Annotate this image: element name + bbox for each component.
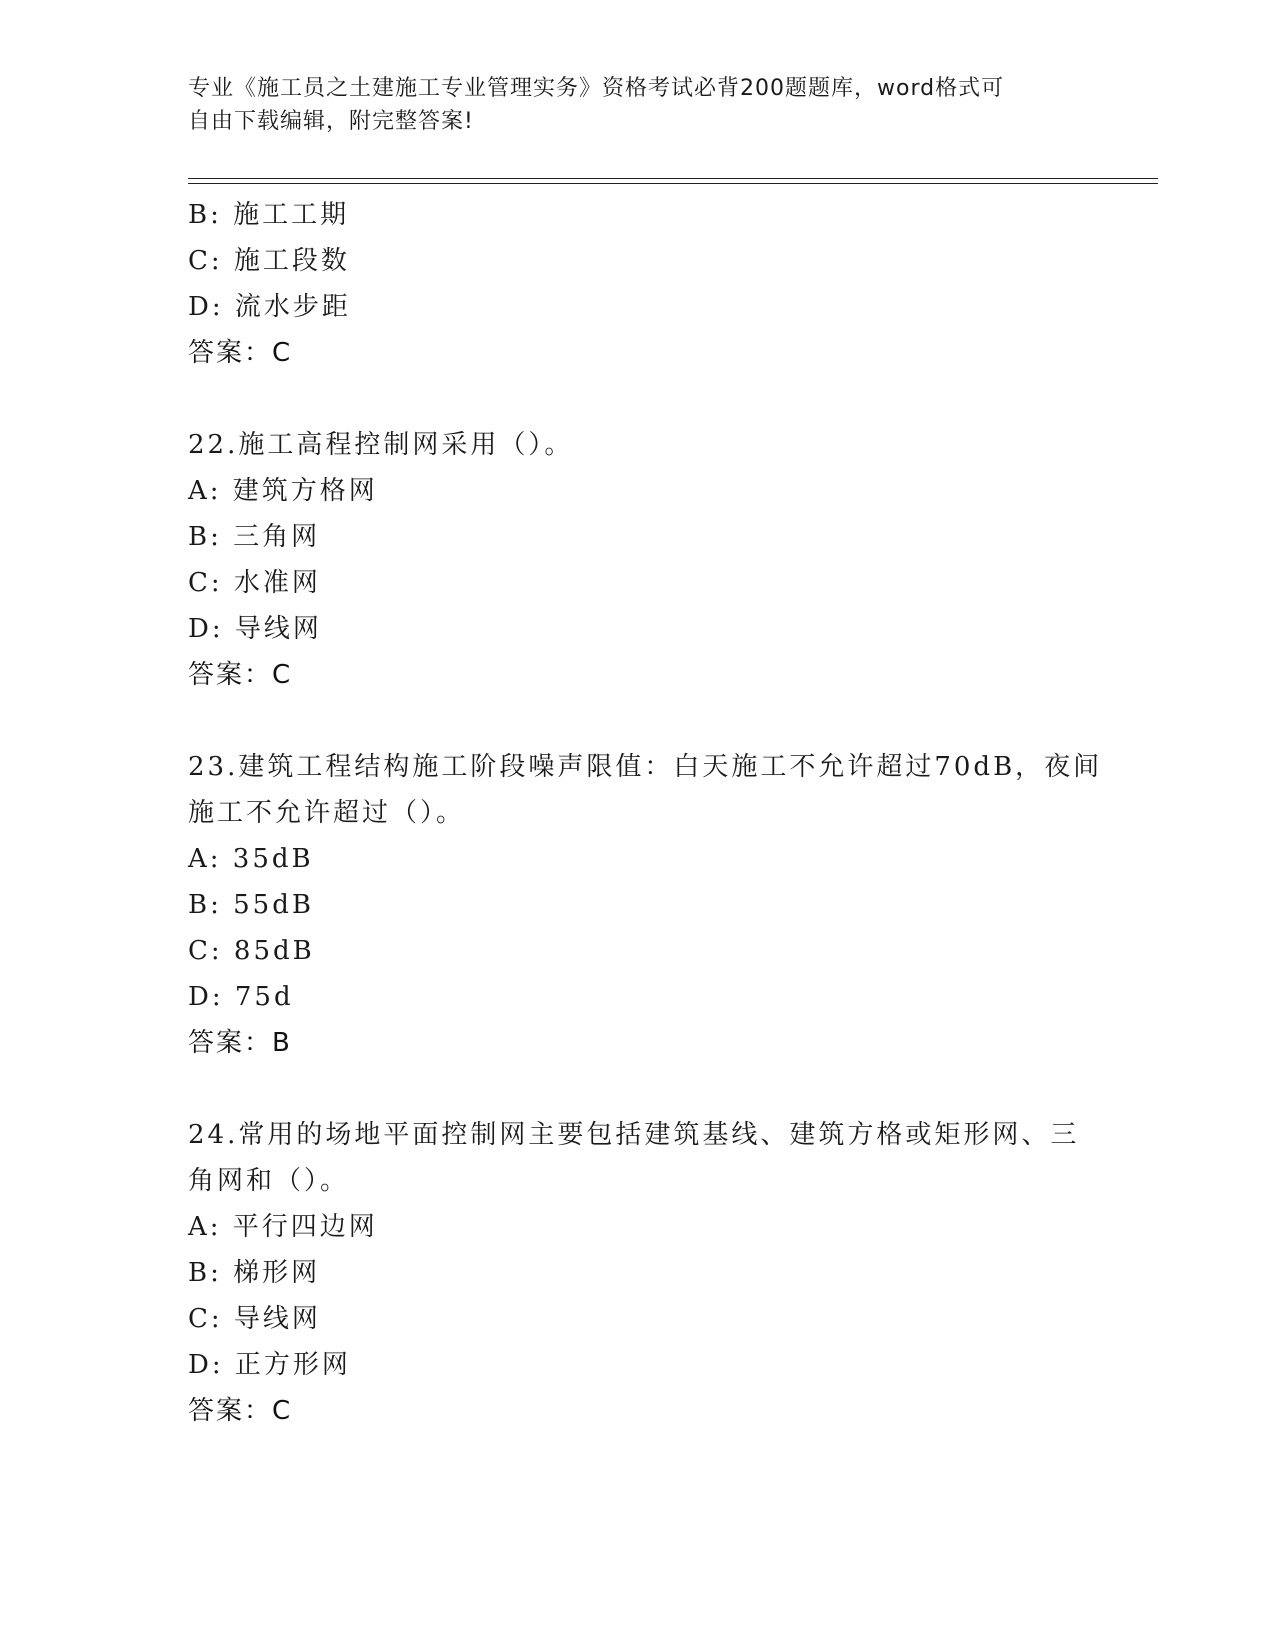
question-21-partial [188,192,1088,376]
header-title-line-2: 自由下载编辑，附完整答案! [188,109,474,134]
question-stem: 22.施工高程控制网采用（）。 [188,430,574,460]
question-23 [188,744,1103,1066]
option-c: C: 导线网 [188,1304,321,1334]
answer-label: 答案：B [188,1028,292,1058]
header-divider-bottom [188,183,1158,184]
option-a: A: 平行四边网 [188,1212,378,1242]
page-header [188,72,1088,138]
question-stem-line-1: 23.建筑工程结构施工阶段噪声限值：白天施工不允许超过70dB，夜间 [188,752,1103,782]
header-divider-top [188,178,1158,179]
option-c: C: 85dB [188,936,315,966]
question-stem-line-2: 角网和（）。 [188,1166,350,1196]
question-list [188,192,1103,1434]
spacer [188,376,1088,422]
header-title-line-1: 专业《施工员之土建施工专业管理实务》资格考试必背200题题库，word格式可 [188,76,1005,101]
answer-label: 答案：C [188,660,293,690]
option-b: B: 55dB [188,890,314,920]
option-b: B: 三角网 [188,522,321,552]
option-b: B: 梯形网 [188,1258,321,1288]
option-c: C: 施工段数 [188,246,350,276]
question-24 [188,1112,1088,1434]
spacer [188,1066,1088,1112]
spacer [188,698,1088,744]
option-a: A: 35dB [188,844,314,874]
answer-label: 答案：C [188,338,293,368]
question-stem-line-1: 24.常用的场地平面控制网主要包括建筑基线、建筑方格或矩形网、三 [188,1120,1080,1150]
option-d: D: 75d [188,982,294,1012]
option-d: D: 正方形网 [188,1350,351,1380]
question-stem-line-2: 施工不允许超过（）。 [188,798,466,828]
option-b: B: 施工工期 [188,200,350,230]
option-a: A: 建筑方格网 [188,476,378,506]
option-d: D: 导线网 [188,614,322,644]
question-22 [188,422,1088,698]
answer-label: 答案：C [188,1396,293,1426]
option-d: D: 流水步距 [188,292,351,322]
option-c: C: 水准网 [188,568,321,598]
